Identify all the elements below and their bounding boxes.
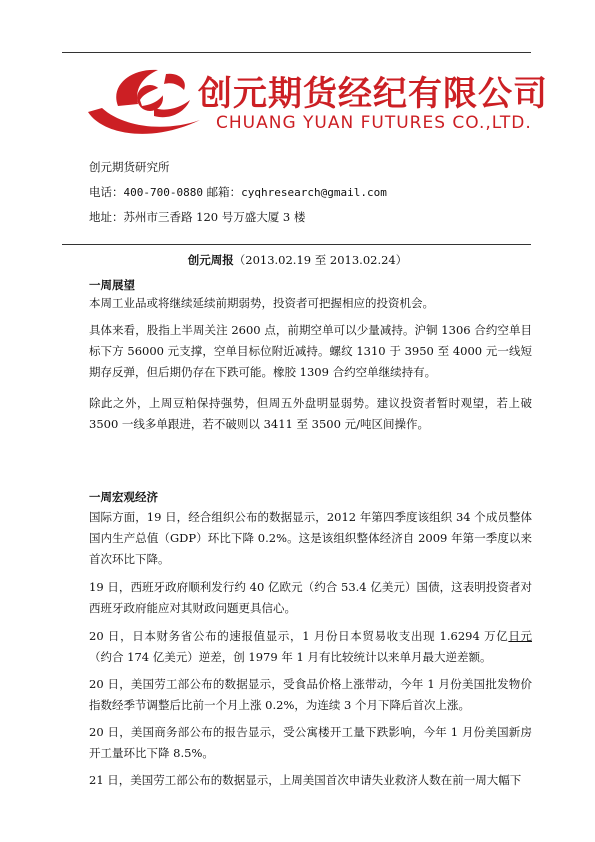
swoosh-logo-icon xyxy=(80,60,210,150)
paragraph-outlook-2 xyxy=(89,320,532,383)
paragraph-text: 20 日，美国劳工部公布的数据显示，受食品价格上涨带动，今年 1 月份美国批发物价指数经季节调整后比前一个月上涨 0.2%，为连续 3 个月下降后首次上涨。 xyxy=(89,677,532,712)
org-name xyxy=(89,159,170,175)
contact-address xyxy=(89,209,305,225)
paragraph-macro-3 xyxy=(89,626,532,668)
paragraph-text: 19 日，西班牙政府顺利发行约 40 亿欧元（约合 53.4 亿美元）国债，这表明投资者对西班牙政府能应对其财政问题更具信心。 xyxy=(89,580,532,615)
logo-english-name: CHUANG YUAN FUTURES CO.,LTD. xyxy=(216,113,532,133)
paragraph-macro-2 xyxy=(89,577,532,619)
report-title-text: 创元周报 xyxy=(187,253,234,267)
paragraph-text: 除此之外，上周豆粕保持强势，但周五外盘明显弱势。建议投资者暂时观望，若上破 3500 一线多单跟进，若不破则以 3411 至 3500 元/吨区间操作。 xyxy=(89,396,532,431)
company-logo xyxy=(80,60,548,150)
report-period: （2013.02.19 至 2013.02.24） xyxy=(233,253,408,267)
section-heading-macro: 一周宏观经济 xyxy=(89,490,158,504)
paragraph-macro-4 xyxy=(89,674,532,716)
paragraph-text: （约合 174 亿美元）逆差，创 1979 年 1 月有比较统计以来单月最大逆差额。 xyxy=(89,650,492,664)
header-rule xyxy=(62,244,531,245)
phone-number: 400-700-0880 xyxy=(123,186,203,199)
paragraph-macro-1 xyxy=(89,507,532,570)
paragraph-macro-6 xyxy=(89,770,532,791)
paragraph-outlook-1 xyxy=(89,293,532,314)
org-name-text: 创元期货研究所 xyxy=(89,160,170,174)
phone-label: 电话： xyxy=(89,185,124,199)
paragraph-outlook-3 xyxy=(89,393,532,435)
report-title xyxy=(0,252,595,268)
email-label: 邮箱： xyxy=(202,185,242,199)
top-rule xyxy=(62,52,531,53)
paragraph-text: 国际方面，19 日，经合组织公布的数据显示，2012 年第四季度该组织 34 个成员整体国内生产总值（GDP）环比下降 0.2%。这是该组织整体经济自 2009 年第一季度以来首次环比下降。 xyxy=(89,510,532,566)
paragraph-macro-5 xyxy=(89,722,532,764)
address-text: 地址：苏州市三香路 120 号万盛大厦 3 楼 xyxy=(89,210,306,224)
paragraph-text: 21 日，美国劳工部公布的数据显示，上周美国首次申请失业救济人数在前一周大幅下 xyxy=(89,773,522,787)
paragraph-text: 20 日，美国商务部公布的报告显示，受公寓楼开工量下跌影响，今年 1 月份美国新房开工量环比下降 8.5%。 xyxy=(89,725,532,760)
paragraph-text: 本周工业品或将继续延续前期弱势，投资者可把握相应的投资机会。 xyxy=(89,296,434,310)
email-address: cyqhresearch@gmail.com xyxy=(241,186,387,199)
contact-phone-email xyxy=(89,184,387,200)
paragraph-text: 具体来看，股指上半周关注 2600 点，前期空单可以少量减持。沪铜 1306 合约空单目标下方 56000 元支撑，空单目标位附近减持。螺纹 1310 于 3950 至 4000 元一线短期存反弹，但后期仍存在下跌可能。橡胶 1309 合约空单继续持有。 xyxy=(89,323,532,379)
underlined-term: 日元 xyxy=(508,629,533,643)
logo-chinese-name: 创元期货经纪有限公司 xyxy=(198,74,548,114)
section-heading-outlook: 一周展望 xyxy=(89,278,135,292)
paragraph-text: 20 日，日本财务省公布的速报值显示，1 月份日本贸易收支出现 1.6294 万亿 xyxy=(89,629,509,643)
